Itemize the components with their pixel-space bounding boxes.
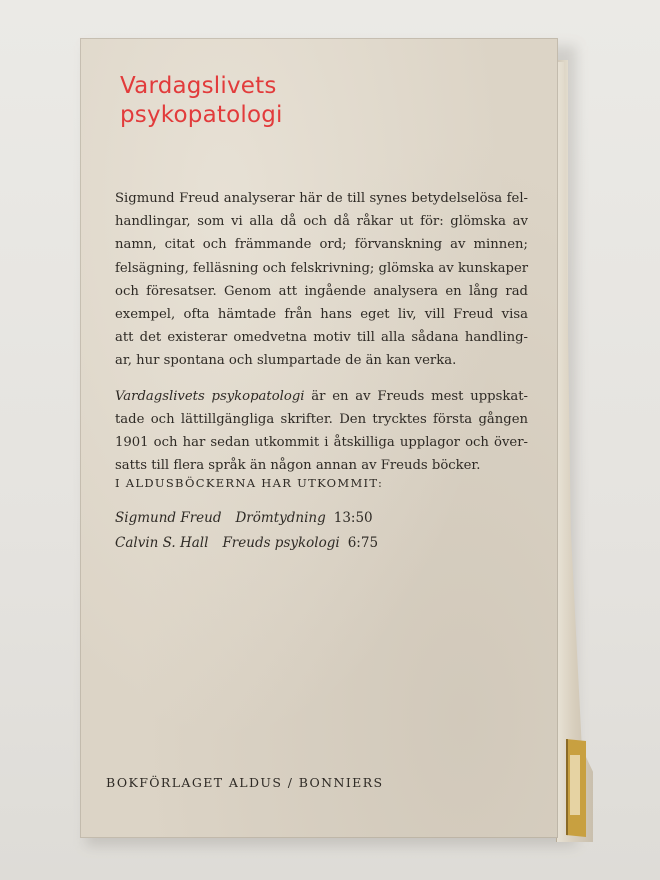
description-line	[115, 385, 528, 408]
book-title-line-1: Vardagslivets	[120, 73, 277, 99]
description-line: ar, hur spontana och slumpartade de än kan verka.	[115, 353, 457, 369]
description-line: tade och lättillgängliga skrifter. Den trycktes första gången	[115, 411, 528, 427]
book-title-line-2: psykopatologi	[120, 102, 283, 128]
description-line: Sigmund Freud analyserar här de till synes betydelselösa fel-	[115, 191, 528, 206]
description-line: satts till flera språk än någon annan av Freuds böcker.	[115, 458, 481, 474]
description-line: felsägning, felläsning och felskrivning; glömska av kunskaper	[115, 260, 529, 276]
description-line: namn, citat och främmande ord; förvanskning av minnen;	[115, 237, 528, 253]
series-list	[115, 506, 378, 556]
spine-label-paper	[570, 755, 580, 815]
description-paragraph-2	[115, 385, 528, 478]
description-line: handlingar, som vi alla då och då råkar ut för: glömska av	[115, 214, 528, 230]
series-heading: I ALDUSBÖCKERNA HAR UTKOMMIT:	[115, 476, 384, 490]
series-list-item	[115, 531, 378, 556]
book-title	[120, 72, 283, 130]
series-author: Sigmund Freud	[115, 510, 222, 526]
description-line: exempel, ofta hämtade från hans eget liv, vill Freud visa	[115, 307, 528, 323]
publisher-imprint: BOKFÖRLAGET ALDUS / BONNIERS	[106, 775, 384, 790]
italic-book-title: Vardagslivets psykopatologi	[115, 388, 305, 404]
description-paragraph-1	[115, 187, 528, 373]
book-back-cover	[80, 38, 558, 838]
series-title: Freuds psykologi	[222, 535, 340, 551]
description-line: 1901 och har sedan utkommit i åtskilliga upplagor och över-	[115, 435, 528, 451]
description-line: att det existerar omedvetna motiv till alla sådana handling-	[115, 330, 528, 346]
series-author: Calvin S. Hall	[115, 535, 209, 551]
book-description	[115, 187, 528, 477]
series-title: Drömtydning	[235, 510, 326, 526]
series-price: 6:75	[347, 535, 379, 551]
description-line-rest: är en av Freuds mest uppskat-	[304, 388, 528, 404]
series-list-item	[115, 506, 378, 531]
description-line: och föresatser. Genom att ingående analysera en lång rad	[115, 283, 528, 299]
series-price: 13:50	[333, 510, 373, 526]
